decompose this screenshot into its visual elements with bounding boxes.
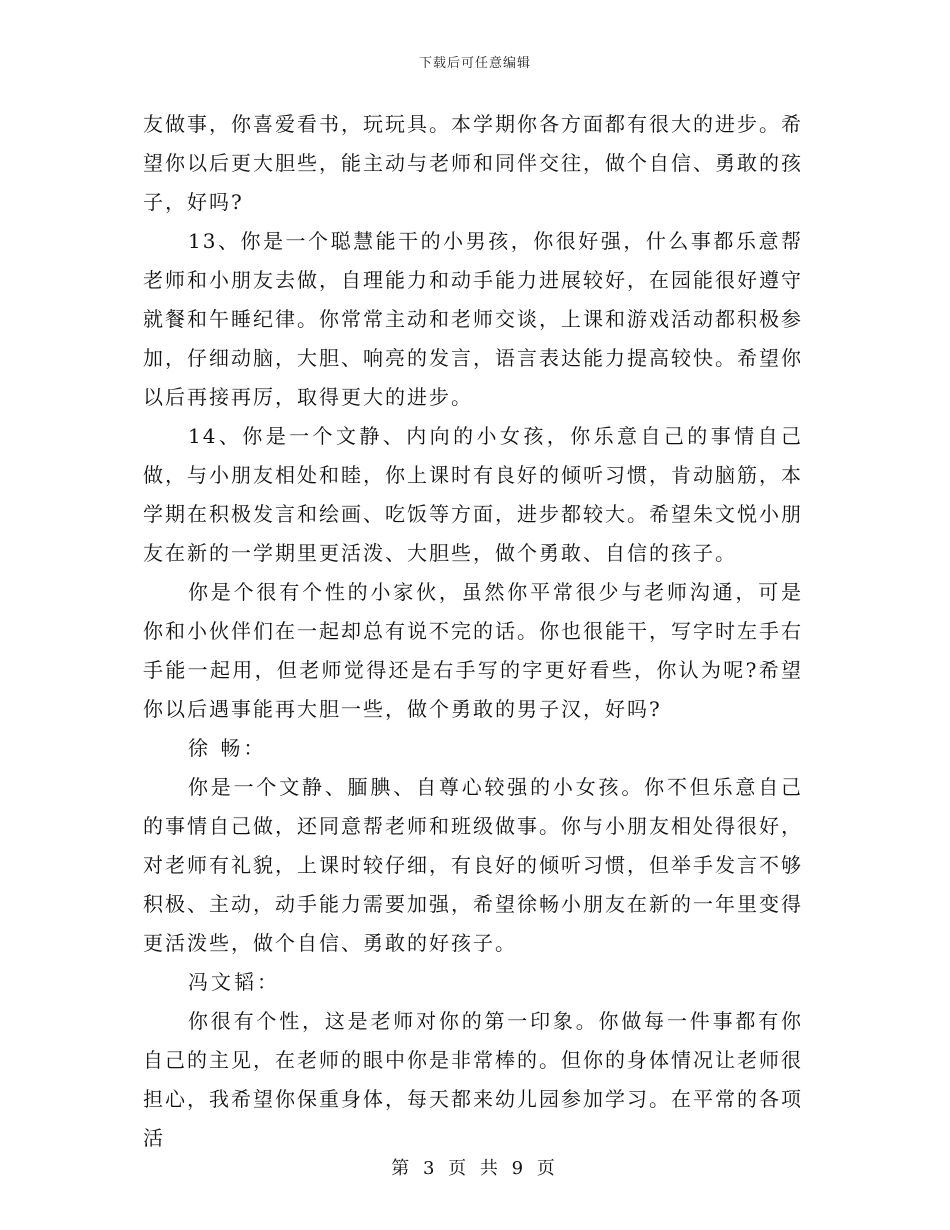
- page-footer: 第 3 页 共 9 页: [391, 1158, 559, 1179]
- student-name-feng-wentao: 冯文韬：: [188, 970, 280, 994]
- paragraph-comment-13: 13、你是一个聪慧能干的小男孩，你很好强，什么事都乐意帮老师和小朋友去做，自理能力和动手能力进展较好，在园能很好遵守就餐和午睡纪律。你常常主动和老师交谈，上课和游戏活动都积极参加，仔细动脑，大胆、响亮的发言，语言表达能力提高较快。希望你以后再接再厉，取得更大的进步。: [143, 229, 803, 409]
- student-name-xu-chang: 徐 畅：: [188, 736, 267, 760]
- paragraph-comment-unnamed: 你是个很有个性的小家伙，虽然你平常很少与老师沟通，可是你和小伙伴们在一起却总有说不完的话。你也很能干，写字时左手右手能一起用，但老师觉得还是右手写的字更好看些，你认为呢?希望你以后遇事能再大胆一些，做个勇敢的男子汉，好吗?: [143, 580, 803, 721]
- document-body: [143, 105, 803, 1158]
- page-header: 下载后可任意编辑: [418, 56, 531, 71]
- paragraph-comment-feng-wentao: 你很有个性，这是老师对你的第一印象。你做每一件事都有你自己的主见，在老师的眼中你是非常棒的。但你的身体情况让老师很担心，我希望你保重身体，每天都来幼儿园参加学习。在平常的各项活: [143, 1009, 803, 1150]
- paragraph-comment-xu-chang: 你是一个文静、腼腆、自尊心较强的小女孩。你不但乐意自己的事情自己做，还同意帮老师和班级做事。你与小朋友相处得很好，对老师有礼貌，上课时较仔细，有良好的倾听习惯，但举手发言不够积极、主动，动手能力需要加强，希望徐畅小朋友在新的一年里变得更活泼些，做个自信、勇敢的好孩子。: [143, 775, 803, 955]
- paragraph-comment-14: 14、你是一个文静、内向的小女孩，你乐意自己的事情自己做，与小朋友相处和睦，你上课时有良好的倾听习惯，肯动脑筋，本学期在积极发言和绘画、吃饭等方面，进步都较大。希望朱文悦小朋友在新的一学期里更活泼、大胆些，做个勇敢、自信的孩子。: [143, 424, 803, 565]
- paragraph-continued: 友做事，你喜爱看书，玩玩具。本学期你各方面都有很大的进步。希望你以后更大胆些，能主动与老师和同伴交往，做个自信、勇敢的孩子，好吗?: [143, 112, 803, 214]
